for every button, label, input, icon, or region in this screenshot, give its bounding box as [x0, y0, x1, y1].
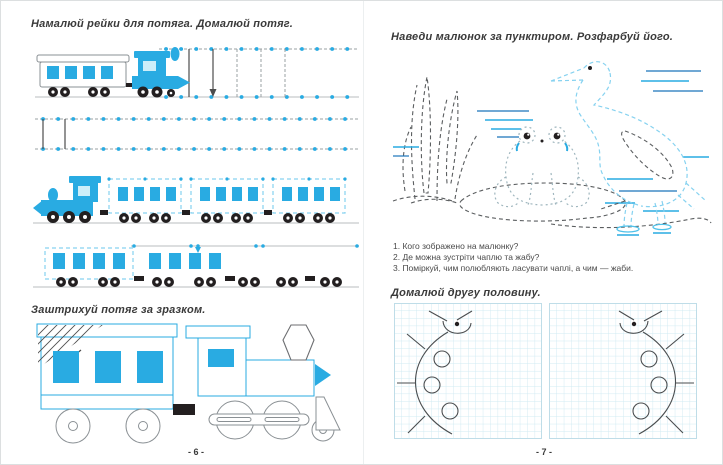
small-train-facing-left [33, 176, 101, 223]
small-train-facing-right [37, 47, 190, 98]
dashed-wagon [189, 177, 264, 223]
wheel-rod [209, 414, 309, 425]
ladybug-grid-right [549, 303, 697, 439]
frog-outline [495, 127, 589, 207]
exercise-title-tracing: Наведи малюнок за пунктиром. Розфарбуй його. [391, 31, 674, 43]
dashed-wagon [271, 177, 346, 223]
book-spine-divider [363, 1, 364, 465]
big-locomotive [186, 325, 340, 441]
heron-outline [551, 62, 706, 235]
tracks-exercise-row1 [31, 41, 361, 105]
exercise-title-hatching: Заштрихуй потяг за зразком. [31, 304, 206, 316]
trace-arrow-down [195, 247, 201, 253]
page-number-left: - 6 - [187, 447, 204, 457]
exercise-title-tracks: Намалюй рейки для потяга. Домалюй потяг. [31, 18, 293, 30]
big-wagon [23, 324, 177, 443]
cowcatcher [316, 397, 340, 430]
chimney [283, 325, 314, 360]
question-item: 1. Кого зображено на малюнку? [393, 241, 519, 251]
dashed-wagons [100, 177, 347, 223]
water-lines [393, 71, 709, 211]
pond-scene-illustration [391, 51, 713, 239]
tracks-exercise-row2 [31, 111, 361, 157]
reeds [403, 77, 477, 203]
heron-wing [622, 131, 673, 179]
dashed-wagon [107, 177, 182, 223]
question-item: 3. Поміркуй, чим полюбляють ласувати чаплі, а чим — жаби. [393, 263, 634, 273]
ladybug-grid-left [394, 303, 542, 439]
exercise-title-symmetry: Домалюй другу половину. [391, 287, 541, 299]
question-item: 2. Де можна зустріти чаплю та жабу? [393, 252, 540, 262]
page-number-right: - 7 - [535, 447, 552, 457]
dashed-wagon-partial [45, 248, 133, 287]
windows-only-wagon [149, 253, 221, 287]
train-exercise-row4 [31, 237, 361, 291]
wheels-only-group [238, 277, 298, 287]
train-exercise-row3 [31, 169, 361, 229]
question-list [393, 241, 633, 274]
big-train-hatching-illustration [23, 318, 353, 446]
wheels-only-group [320, 277, 342, 287]
